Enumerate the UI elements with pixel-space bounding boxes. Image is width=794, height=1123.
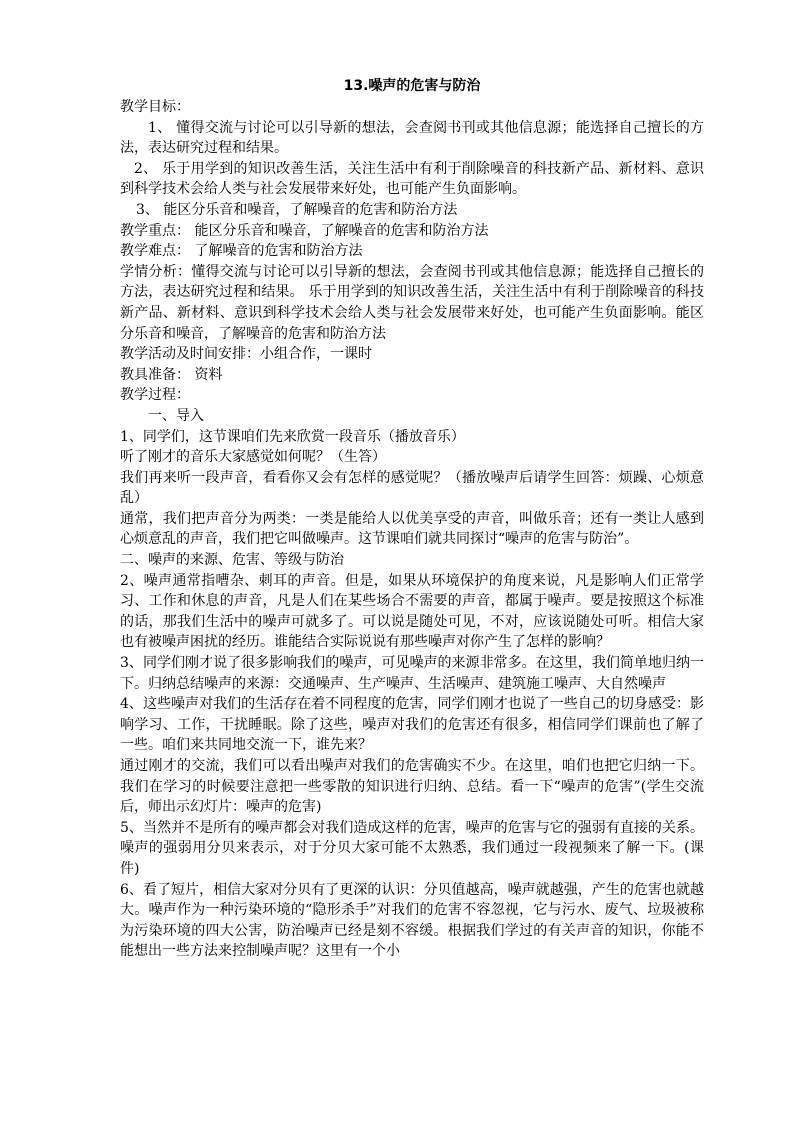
- teaching-aids: 教具准备： 资料: [120, 366, 223, 383]
- paragraph-item-1: 1、同学们，这节课咱们先来欣赏一段音乐（播放音乐）: [120, 428, 465, 445]
- paragraph-item-6: 6、看了短片，相信大家对分贝有了更深的认识：分贝值越高，噪声就越强，产生的危害也就越大。噪声作为一种污染环境的“隐形杀手”对我们的危害不容忽视，它与污水、废气、垃圾被称为污染环境的四大公害，防治噪声已经是刻不容缓。根据我们学过的有关声音的知识，你能不能想出一些方法来控制噪声呢？这里有一个小: [120, 881, 704, 960]
- difficulties: 教学难点： 了解噪音的危害和防治方法: [120, 243, 363, 260]
- paragraph-question: 听了刚才的音乐大家感觉如何呢？（生答）: [120, 449, 386, 466]
- document-page: [120, 76, 704, 962]
- paragraph-item-3: 3、同学们刚才说了很多影响我们的噪声，可见噪声的来源非常多。在这里，我们简单地归纳一下。归纳总结噪声的来源：交通噪声、生产噪声、生活噪声、建筑施工噪声、大自然噪声: [120, 655, 704, 692]
- student-analysis: 学情分析：懂得交流与讨论可以引导新的想法，会查阅书刊或其他信息源；能选择自己擅长的方法，表达研究过程和结果。 乐于用学到的知识改善生活，关注生活中有利于削除噪音的科技新产品、新材料、意识到科学技术会给人类与社会发展带来好处，也可能产生负面影响。能区分乐音和噪音，了解噪音的危害和防治方法: [120, 263, 704, 342]
- process-heading: 教学过程：: [120, 387, 190, 404]
- paragraph-item-2: 2、噪声通常指嘈杂、刺耳的声音。但是，如果从环境保护的角度来说，凡是影响人们正常学习、工作和休息的声音，凡是人们在某些场合不需要的声音，都属于噪声。要是按照这个标准的话，那我们生活中的噪声可就多了。可以说是随处可见，不对，应该说随处可听。相信大家也有被噪声困扰的经历。谁能结合实际说说有那些噪声对你产生了怎样的影响？: [120, 572, 704, 651]
- activities-time: 教学活动及时间安排：小组合作，一课时: [120, 346, 372, 363]
- paragraph-item-5: 5、当然并不是所有的噪声都会对我们造成这样的危害，噪声的危害与它的强弱有直接的关系。噪声的强弱用分贝来表示，对于分贝大家可能不太熟悉，我们通过一段视频来了解一下。(课件): [120, 819, 704, 877]
- paragraph-item-4: 4、这些噪声对我们的生活存在着不同程度的危害，同学们刚才也说了一些自己的切身感受：影响学习、工作，干扰睡眠。除了这些，噪声对我们的危害还有很多，相信同学们课前也了解了一些。咱们来共同地交流一下，谁先来？: [120, 696, 704, 754]
- objective-2: 2、 乐于用学到的知识改善生活，关注生活中有利于削除噪音的科技新产品、新材料、意识到科学技术会给人类与社会发展带来好处，也可能产生负面影响。: [120, 160, 704, 198]
- paragraph-noise-listen: 我们再来听一段声音，看看你又会有怎样的感觉呢？（播放噪声后请学生回答：烦躁、心烦意乱）: [120, 469, 704, 507]
- paragraph-summary: 通过刚才的交流，我们可以看出噪声对我们的危害确实不少。在这里，咱们也把它归纳一下。我们在学习的时候要注意把一些零散的知识进行归纳、总结。看一下“噪声的危害”(学生交流后，师出示幻灯片：噪声的危害): [120, 758, 704, 816]
- objectives-heading: 教学目标：: [120, 99, 190, 115]
- paragraph-sound-types: 通常，我们把声音分为两类：一类是能给人以优美享受的声音，叫做乐音；还有一类让人感到心烦意乱的声音，我们把它叫做噪声。这节课咱们就共同探讨“噪声的危害与防治”。: [120, 510, 704, 548]
- key-points: 教学重点： 能区分乐音和噪音，了解噪音的危害和防治方法: [120, 222, 489, 239]
- objective-1: 1、 懂得交流与讨论可以引导新的想法，会查阅书刊或其他信息源；能选择自己擅长的方法，表达研究过程和结果。: [120, 119, 704, 157]
- section-intro-heading: 一、导入: [148, 407, 204, 424]
- document-title: 13.噪声的危害与防治: [343, 78, 481, 94]
- objective-3: 3、 能区分乐音和噪音，了解噪音的危害和防治方法: [136, 201, 458, 218]
- section-two-heading: 二、噪声的来源、危害、等级与防治: [120, 552, 344, 569]
